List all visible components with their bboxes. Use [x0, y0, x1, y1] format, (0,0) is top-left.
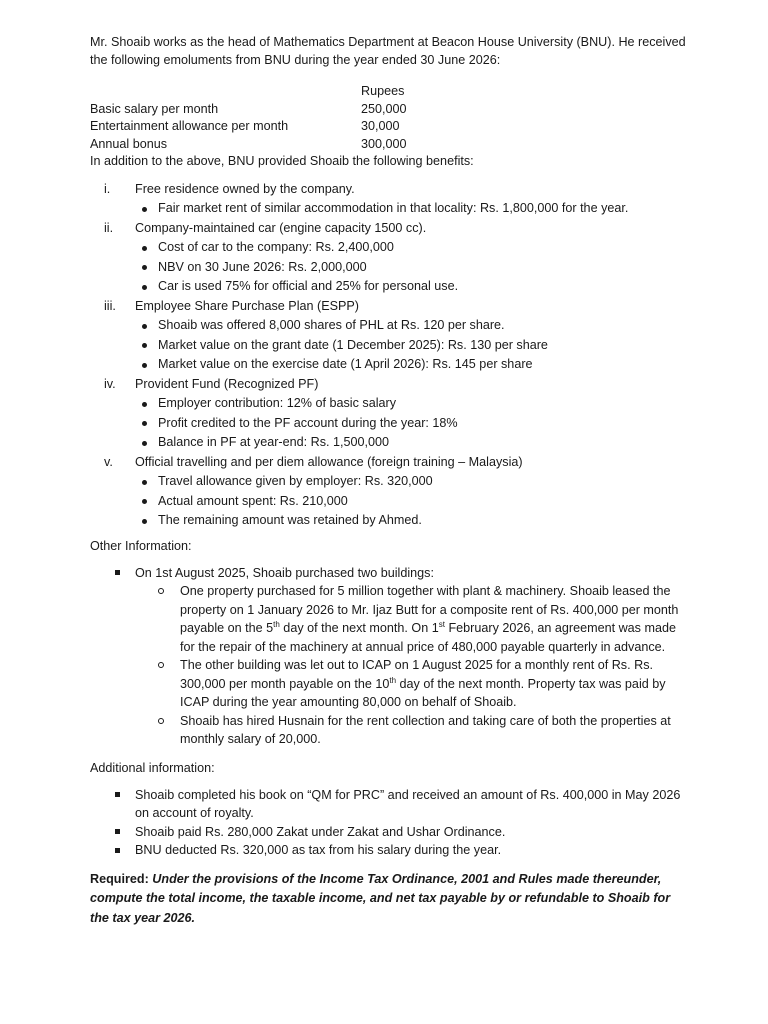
benefit-point: NBV on 30 June 2026: Rs. 2,000,000	[135, 258, 690, 278]
other-info-heading: Other Information:	[90, 538, 192, 553]
other-info-list	[90, 564, 690, 749]
circle-bullet-icon	[158, 588, 164, 594]
benefit-points	[135, 472, 690, 531]
square-bullet-icon	[115, 570, 120, 575]
emolument-label: Entertainment allowance per month	[90, 119, 289, 133]
building-detail: The other building was let out to ICAP on 1 August 2025 for a monthly rent of Rs. Rs. 300,000 per month payable on the 10th day of the next month. Property tax was paid by ICAP during the year amounting 80,000 on behalf of Shoaib.	[135, 656, 690, 712]
benefit-points	[135, 394, 690, 453]
benefit-points	[135, 316, 690, 375]
benefit-point: Profit credited to the PF account during the year: 18%	[135, 414, 690, 434]
benefit-point: Travel allowance given by employer: Rs. 320,000	[135, 472, 690, 492]
additional-info-item: Shoaib completed his book on “QM for PRC” and received an amount of Rs. 400,000 in May 2026 on account of royalty.	[90, 786, 690, 823]
currency-header: Rupees	[361, 84, 405, 98]
additional-info-list	[90, 786, 690, 860]
benefit-title: Provident Fund (Recognized PF)	[135, 376, 319, 391]
benefit-point: The remaining amount was retained by Ahmed.	[135, 511, 690, 531]
intro-paragraph: Mr. Shoaib works as the head of Mathematics Department at Beacon House University (BNU). He received the following emoluments from BNU during the year ended 30 June 2026:	[90, 35, 686, 67]
benefit-point: Market value on the exercise date (1 April 2026): Rs. 145 per share	[135, 355, 690, 375]
benefit-item	[90, 180, 690, 219]
benefit-point: Fair market rent of similar accommodation in that locality: Rs. 1,800,000 for the year.	[135, 199, 690, 219]
emolument-label: Basic salary per month	[90, 101, 219, 116]
benefit-point: Employer contribution: 12% of basic salary	[135, 394, 690, 414]
additional-info-item: BNU deducted Rs. 320,000 as tax from his salary during the year.	[90, 841, 690, 860]
benefit-number: iv.	[104, 376, 116, 391]
benefit-number: ii.	[104, 220, 114, 235]
emoluments-table	[90, 83, 690, 153]
emolument-label: Annual bonus	[90, 136, 168, 151]
circle-bullet-icon	[158, 718, 164, 724]
benefit-point: Cost of car to the company: Rs. 2,400,000	[135, 238, 690, 258]
benefit-point: Car is used 75% for official and 25% for personal use.	[135, 277, 690, 297]
benefit-number: i.	[104, 181, 111, 196]
building-detail: One property purchased for 5 million together with plant & machinery. Shoaib leased the property on 1 January 2026 to Mr. Ijaz Butt for a composite rent of Rs. 400,000 per month payable on the 5th day of the next month. On 1st February 2026, an agreement was made for the repair of the machinery at annual price of 480,000 payable quarterly in advance.	[135, 582, 690, 656]
benefit-point: Actual amount spent: Rs. 210,000	[135, 492, 690, 512]
emolument-value: 250,000	[361, 101, 407, 116]
buildings-sublist	[135, 582, 690, 749]
circle-bullet-icon	[158, 662, 164, 668]
square-bullet-icon	[115, 829, 120, 834]
benefit-item	[90, 297, 690, 375]
emoluments-row	[90, 101, 690, 119]
emolument-value: 30,000	[361, 119, 400, 133]
additional-info-item: Shoaib paid Rs. 280,000 Zakat under Zakat and Ushar Ordinance.	[90, 823, 690, 842]
benefit-title: Company-maintained car (engine capacity 1500 cc).	[135, 220, 427, 235]
document-page	[90, 34, 690, 928]
required-paragraph	[90, 870, 690, 929]
benefit-point: Shoaib was offered 8,000 shares of PHL at Rs. 120 per share.	[135, 316, 690, 336]
benefit-points	[135, 199, 690, 219]
benefit-item	[90, 453, 690, 531]
emolument-value: 300,000	[361, 136, 407, 151]
benefit-point: Market value on the grant date (1 December 2025): Rs. 130 per share	[135, 336, 690, 356]
additional-info-heading: Additional information:	[90, 760, 215, 775]
benefit-title: Employee Share Purchase Plan (ESPP)	[135, 298, 360, 313]
other-info-item	[90, 564, 690, 749]
emoluments-header-row	[90, 83, 690, 101]
benefit-title: Official travelling and per diem allowance (foreign training – Malaysia)	[135, 454, 523, 469]
square-bullet-icon	[115, 792, 120, 797]
building-detail: Shoaib has hired Husnain for the rent collection and taking care of both the properties at monthly salary of 20,000.	[135, 712, 690, 749]
benefit-title: Free residence owned by the company.	[135, 181, 355, 196]
benefits-intro: In addition to the above, BNU provided Shoaib the following benefits:	[90, 154, 474, 168]
emoluments-row	[90, 118, 690, 136]
square-bullet-icon	[115, 848, 120, 853]
other-info-lead: On 1st August 2025, Shoaib purchased two buildings:	[135, 565, 434, 580]
emoluments-row	[90, 136, 690, 154]
benefit-number: iii.	[104, 298, 116, 313]
benefit-number: v.	[104, 454, 113, 469]
benefit-points	[135, 238, 690, 297]
benefit-item	[90, 219, 690, 297]
benefit-item	[90, 375, 690, 453]
benefit-point: Balance in PF at year-end: Rs. 1,500,000	[135, 433, 690, 453]
required-label: Required:	[90, 871, 149, 886]
required-text: Under the provisions of the Income Tax Ordinance, 2001 and Rules made thereunder, compute the total income, the taxable income, and net tax payable by or refundable to Shoaib for the tax year 2026.	[90, 871, 671, 925]
benefits-list	[90, 180, 690, 531]
